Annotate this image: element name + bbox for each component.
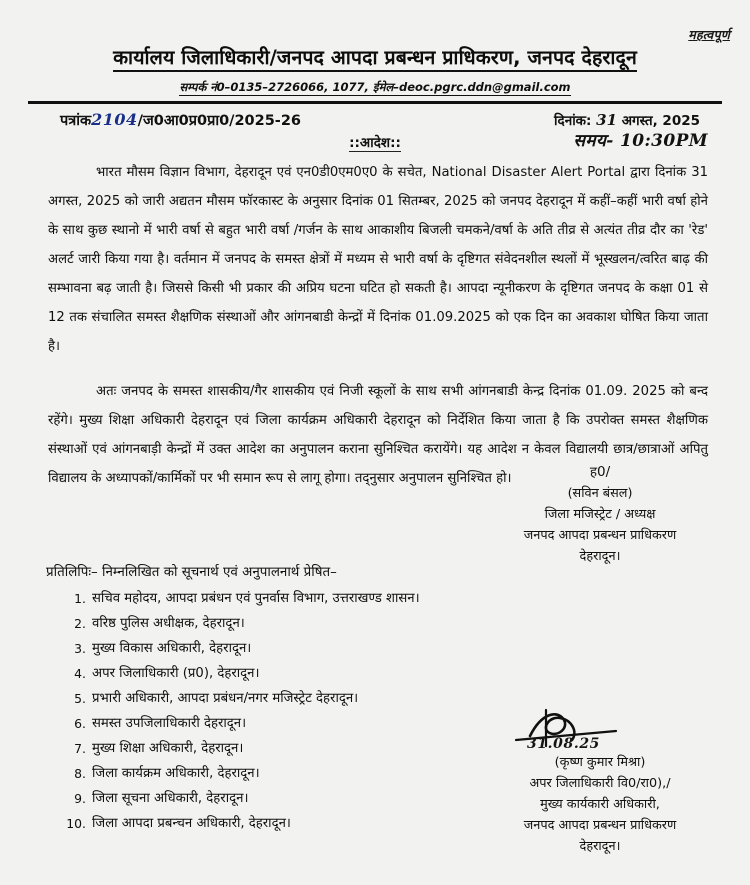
signatory-place-secondary: देहरादून। xyxy=(579,839,621,854)
order-paragraph-2: अतः जनपद के समस्त शासकीय/गैर शासकीय एवं निजी स्कूलों के साथ सभी आंगनबाडी केन्द्र दिनांक 01.09. 2025 को बन्द रहेंगे। मुख्य शिक्षा अधिकारी देहरादून एवं जिला कार्यक्रम अधिकारी देहरादून को निर्देशित किया जाता है कि उपरोक्त समस्त शैक्षणिक संस्थाओं एवं आंगनबाड़ी केन्द्रों में उक्त आदेश का अनुपालन कराना सुनिश्चित करायेंगे। यह आदेश न केवल विद्यालयी छात्र/छात्राओं अपितु विद्यालय के अध्यापकों/कार्मिकों पर भी समान रूप से लागू होगा। तद्नुसार अनुपालन सुनिश्चित हो। xyxy=(48,384,708,486)
list-item-number: 3. xyxy=(74,641,86,656)
list-item-text: अपर जिलाधिकारी (प्र0), देहरादून। xyxy=(92,666,260,681)
time-stamp-handwritten: समय- 10:30PM xyxy=(573,131,708,151)
list-item-text: जिला कार्यक्रम अधिकारी, देहरादून। xyxy=(92,766,260,781)
signatory-designation-secondary-1: अपर जिलाधिकारी वि0/रा0),/ xyxy=(529,776,671,791)
importance-note: महत्वपूर्ण xyxy=(688,27,730,42)
signatory-designation-primary-1: जिला मजिस्ट्रेट / अध्यक्ष xyxy=(544,507,656,522)
list-item-text: जिला सूचना अधिकारी, देहरादून। xyxy=(92,791,249,806)
office-title xyxy=(0,43,750,70)
distribution-list xyxy=(46,586,516,836)
list-item xyxy=(46,611,516,636)
list-item-text: जिला आपदा प्रबन्चन अधिकारी, देहरादून। xyxy=(92,816,291,831)
list-item-text: समस्त उपजिलाधिकारी देहरादून। xyxy=(92,716,247,731)
list-item-number: 7. xyxy=(74,741,86,756)
letter-date xyxy=(554,111,700,129)
reference-label-prefix: पत्रांक xyxy=(60,113,92,129)
reference-label-suffix: /ज0आ0प्र0प्रा0/2025-26 xyxy=(137,113,302,129)
order-body xyxy=(48,158,708,509)
list-item-number: 4. xyxy=(74,666,86,681)
list-item xyxy=(46,636,516,661)
date-rest: अगस्त, 2025 xyxy=(621,113,700,129)
list-item xyxy=(46,811,516,836)
list-item xyxy=(46,686,516,711)
distribution-section xyxy=(46,562,516,836)
signature-ha-mark: ह0/ xyxy=(589,464,611,480)
date-day-handwritten: 31 xyxy=(596,111,618,129)
list-item-number: 8. xyxy=(74,766,86,781)
contact-line-text: सम्पर्क नं0–0135–2726066, 1077, ईमेल–deoc.pgrc.ddn@gmail.com xyxy=(179,80,571,94)
letter-reference xyxy=(60,110,301,130)
signatory-designation-secondary-3: जनपद आपदा प्रबन्धन प्राधिकरण xyxy=(523,818,677,833)
list-item-number: 9. xyxy=(74,791,86,806)
office-title-text: कार्यालय जिलाधिकारी/जनपद आपदा प्रबन्धन प्राधिकरण, जनपद देहरादून xyxy=(113,46,637,72)
list-item-text: मुख्य विकास अधिकारी, देहरादून। xyxy=(92,641,252,656)
list-item-text: मुख्य शिक्षा अधिकारी, देहरादून। xyxy=(92,741,244,756)
signatory-place-primary: देहरादून। xyxy=(579,549,621,564)
order-heading-text: ::आदेश:: xyxy=(349,135,401,151)
header-divider xyxy=(28,101,722,104)
list-item-text: सचिव महोदय, आपदा प्रबंधन एवं पुनर्वास विभाग, उत्तराखण्ड शासन। xyxy=(92,591,420,606)
signatory-name-secondary: (कृष्ण कुमार मिश्रा) xyxy=(554,755,646,770)
list-item xyxy=(46,736,516,761)
list-item xyxy=(46,786,516,811)
list-item xyxy=(46,761,516,786)
list-item-number: 1. xyxy=(74,591,86,606)
list-item xyxy=(46,711,516,736)
list-item-number: 2. xyxy=(74,616,86,631)
list-item-number: 6. xyxy=(74,716,86,731)
signatory-designation-primary-2: जनपद आपदा प्रबन्धन प्राधिकरण xyxy=(523,528,677,543)
order-paragraph-1: भारत मौसम विज्ञान विभाग, देहरादून एवं एन0डी0एम0ए0 के सचेत, National Disaster Alert Portal द्वारा दिनांक 31 अगस्त, 2025 को जारी अद्यतन मौसम फॉरकास्ट के अनुसार दिनांक 01 सितम्बर, 2025 को जनपद देहरादून में कहीं–कहीं भारी वर्षा होने के साथ कुछ स्थानो में भारी वर्षा से बहुत भारी वर्षा /गर्जन के साथ आकाशीय बिजली चमकने/वर्षा के अति तीव्र से अत्यंत तीव्र दौर का 'रेड' अलर्ट जारी किया गया है। वर्तमान में जनपद के समस्त क्षेत्रों में मध्यम से भारी वर्षा के दृष्टिगत संवेदनशील स्थलों में भूस्खलन/त्वरित बाढ़ की सम्भावना बढ़ जाती है। जिससे किसी भी प्रकार की अप्रिय घटना घटित हो सकती है। आपदा न्यूनीकरण के दृष्टिगत जनपद के कक्षा 01 से 12 तक संचालित समस्त शैक्षणिक संस्थाओं और आंगनबाडी केन्द्रों में दिनांक 01.09.2025 को एक दिन का अवकाश घोषित किया जाता है। xyxy=(48,165,708,354)
list-item xyxy=(46,586,516,611)
distribution-heading: प्रतिलिपिः– निम्नलिखित को सूचनार्थ एवं अनुपालनार्थ प्रेषित– xyxy=(46,565,337,580)
list-item-text: प्रभारी अधिकारी, आपदा प्रबंधन/नगर मजिस्ट्रेट देहरादून। xyxy=(92,691,359,706)
list-item-text: वरिष्ठ पुलिस अधीक्षक, देहरादून। xyxy=(92,616,245,631)
reference-number-handwritten: 2104 xyxy=(91,110,138,129)
list-item xyxy=(46,661,516,686)
signatory-designation-secondary-2: मुख्य कार्यकारी अधिकारी, xyxy=(540,797,660,812)
signatory-name-primary: (सविन बंसल) xyxy=(567,486,633,501)
signature-date-handwritten: 31.08.25 xyxy=(527,736,600,752)
contact-line xyxy=(0,80,750,95)
date-label: दिनांक: xyxy=(554,113,592,129)
signature-block-primary xyxy=(450,462,750,567)
list-item-number: 10. xyxy=(66,816,86,831)
signature-block-secondary xyxy=(450,752,750,857)
list-item-number: 5. xyxy=(74,691,86,706)
